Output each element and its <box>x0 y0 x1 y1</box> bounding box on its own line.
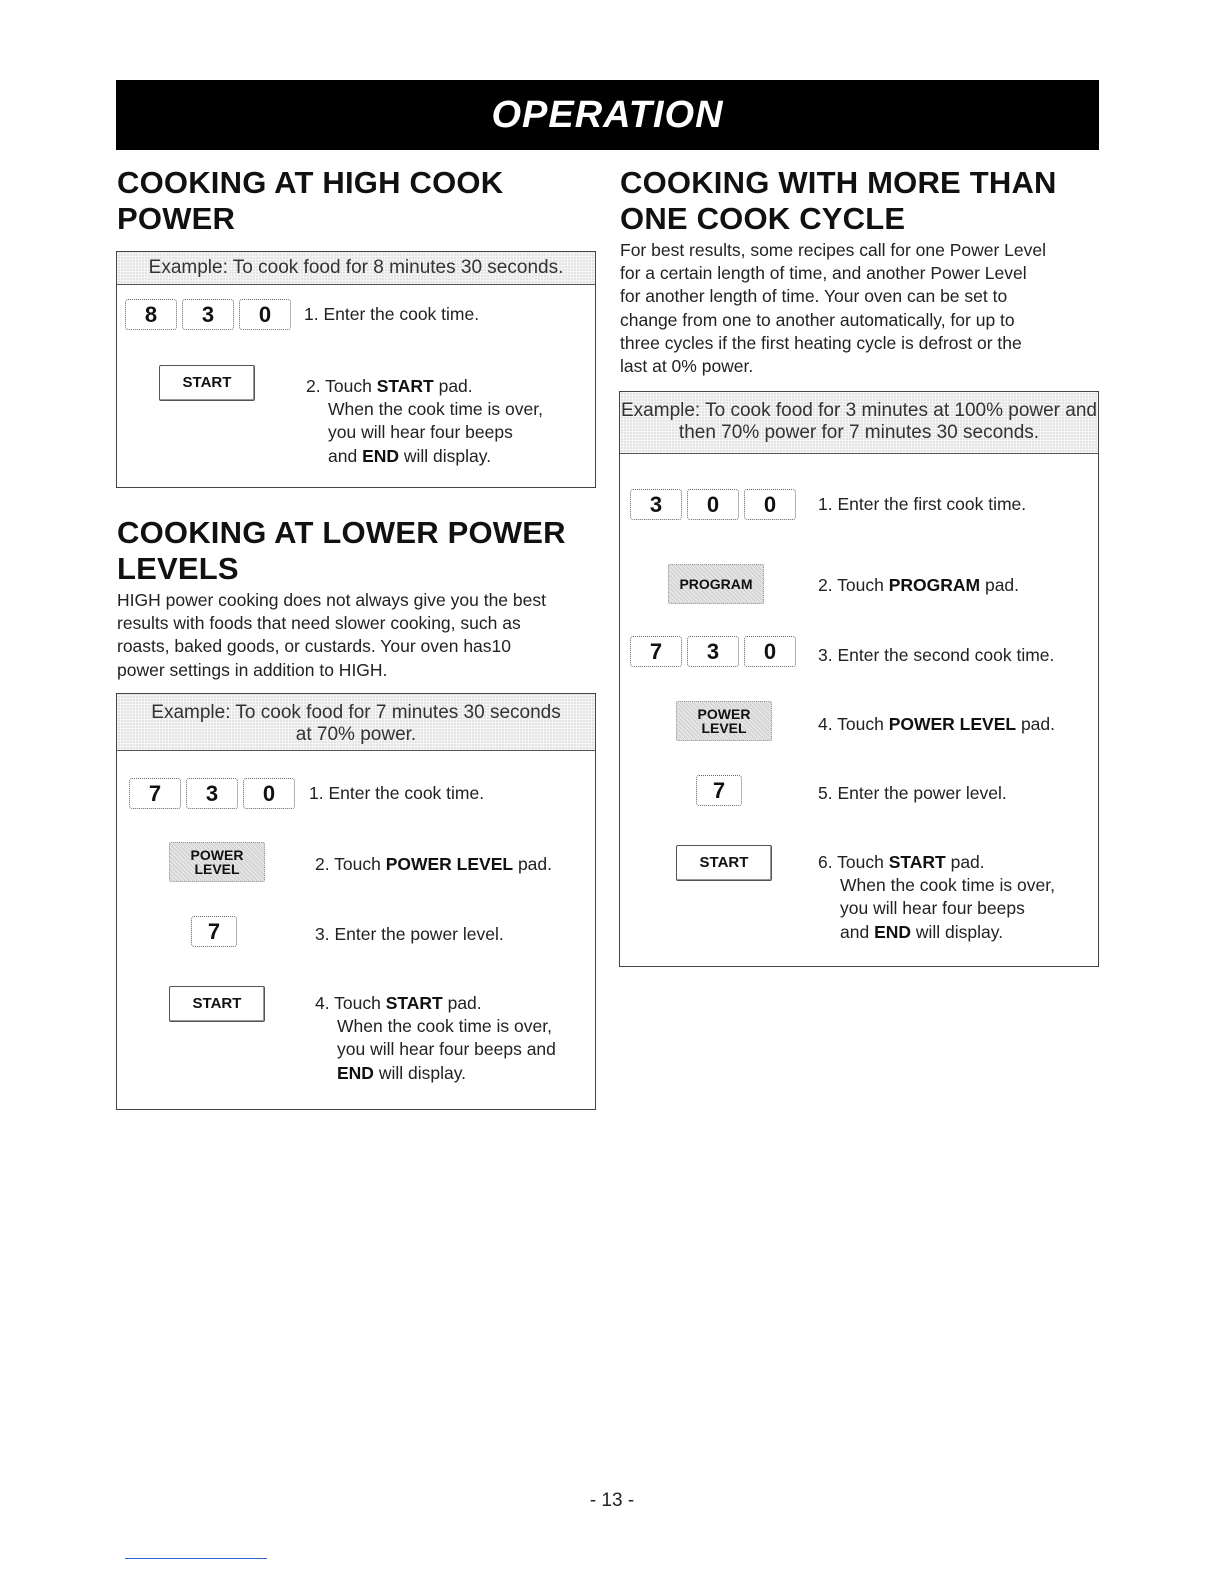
example-banner: Example: To cook food for 7 minutes 30 seconds at 70% power. <box>117 694 595 751</box>
cook-time-keys <box>129 778 300 809</box>
step-text: 1. Enter the first cook time. <box>818 494 1027 514</box>
number-key[interactable]: 0 <box>243 778 295 809</box>
step-text: 2. Touch PROGRAM pad. <box>818 575 1020 595</box>
power-level-pad[interactable]: POWER LEVEL <box>676 701 772 741</box>
step-row <box>125 299 479 330</box>
start-pad[interactable]: START <box>159 365 255 401</box>
power-level-key[interactable]: 7 <box>191 916 237 947</box>
number-key[interactable]: 3 <box>630 489 682 520</box>
lower-power-intro: HIGH power cooking does not always give you the best results with foods that need slower cooking, such as roasts, baked goods, or custards. Your oven has10 power settings in addition to HIGH. <box>117 590 546 680</box>
cook-time-keys <box>125 299 296 330</box>
lower-power-heading: COOKING AT LOWER POWER LEVELS <box>117 515 566 586</box>
second-cook-time-keys <box>630 636 801 667</box>
step-row <box>129 778 484 809</box>
lower-power-section <box>117 515 595 682</box>
example-banner: Example: To cook food for 8 minutes 30 seconds. <box>117 252 595 285</box>
number-key[interactable]: 7 <box>630 636 682 667</box>
step-row <box>159 365 255 401</box>
example-banner: Example: To cook food for 3 minutes at 100% power and then 70% power for 7 minutes 30 seconds. <box>620 392 1098 454</box>
step-text: 6. Touch START pad. When the cook time is over, you will hear four beeps and END will display. <box>818 852 1055 942</box>
multi-cycle-intro: For best results, some recipes call for one Power Level for a certain length of time, and another Power Level for another length of time. Your oven can be set to change from one to another automatically, for up to three cycles if the first heating cycle is defrost or the last at 0% power. <box>620 240 1047 377</box>
step-text: 4. Touch START pad. When the cook time is over, you will hear four beeps and END will display. <box>315 993 556 1083</box>
power-level-pad[interactable]: POWER LEVEL <box>169 842 265 882</box>
high-power-heading: COOKING AT HIGH COOK POWER <box>117 165 504 236</box>
step-row <box>630 636 801 667</box>
start-pad[interactable]: START <box>169 986 265 1022</box>
power-level-key[interactable]: 7 <box>696 775 742 806</box>
step-text: 2. Touch POWER LEVEL pad. <box>315 854 553 874</box>
start-pad[interactable]: START <box>676 845 772 881</box>
multi-cycle-heading: COOKING WITH MORE THAN ONE COOK CYCLE <box>620 165 1057 236</box>
multi-cycle-example-box <box>619 391 1099 967</box>
number-key[interactable]: 8 <box>125 299 177 330</box>
page-number: - 13 - <box>589 1490 635 1511</box>
step-row <box>630 489 801 520</box>
operation-banner <box>116 80 1099 150</box>
number-key[interactable]: 7 <box>129 778 181 809</box>
program-pad[interactable]: PROGRAM <box>668 564 764 604</box>
high-power-example-box <box>116 251 596 488</box>
multi-cycle-section <box>620 165 1098 378</box>
number-key[interactable]: 3 <box>687 636 739 667</box>
number-key[interactable]: 3 <box>182 299 234 330</box>
step-text: 2. Touch START pad. When the cook time is over, you will hear four beeps and END will display. <box>306 376 543 466</box>
step-text: 1. Enter the cook time. <box>304 303 480 324</box>
number-key[interactable]: 3 <box>186 778 238 809</box>
high-power-section <box>117 165 595 237</box>
banner-title: OPERATION <box>491 93 724 136</box>
number-key[interactable]: 0 <box>744 636 796 667</box>
first-cook-time-keys <box>630 489 801 520</box>
footer-divider <box>125 1558 267 1559</box>
step-text: 5. Enter the power level. <box>818 783 1007 803</box>
step-text: 3. Enter the second cook time. <box>818 645 1055 665</box>
step-text: 3. Enter the power level. <box>315 924 504 944</box>
number-key[interactable]: 0 <box>744 489 796 520</box>
lower-power-example-box <box>116 693 596 1110</box>
number-key[interactable]: 0 <box>239 299 291 330</box>
step-text: 1. Enter the cook time. <box>309 782 485 803</box>
step-text: 4. Touch POWER LEVEL pad. <box>818 714 1056 734</box>
number-key[interactable]: 0 <box>687 489 739 520</box>
